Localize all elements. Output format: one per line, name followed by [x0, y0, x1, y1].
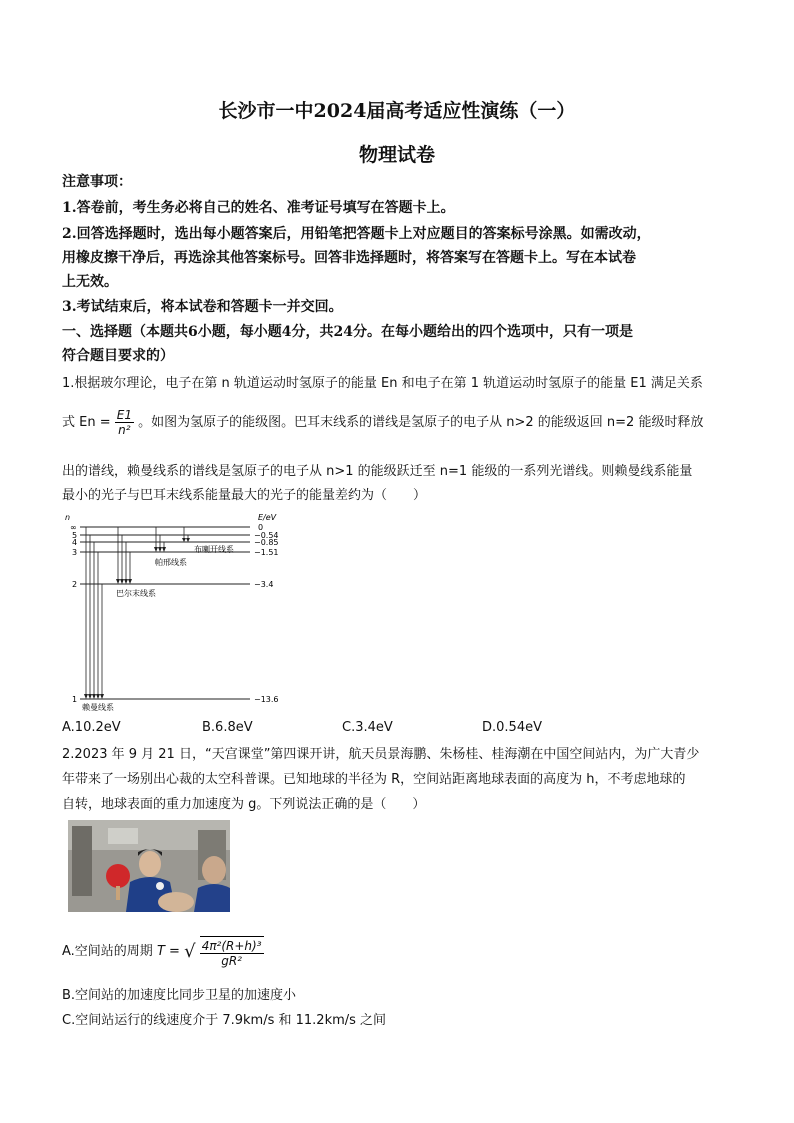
series-label-lyman: 赖曼线系: [82, 703, 114, 712]
brackett-arrowheads: [182, 538, 190, 542]
q1-formula-line: [62, 408, 742, 438]
level-n-labels: [70, 523, 77, 704]
section-heading-cont: 符合题目要求的）: [62, 348, 174, 364]
exam-title: 长沙市一中2024届高考适应性演练（一）: [218, 100, 576, 122]
series-label-paschen: 帕邢线系: [155, 558, 187, 567]
level-e-label: 0: [258, 523, 264, 532]
q1-text: 最小的光子与巴耳末线系能量最大的光子的能量差约为（ ）: [62, 488, 427, 503]
q1-formula-prefix: 式 En =: [62, 415, 111, 430]
option-a-formula: [200, 936, 264, 968]
photo-illustration: [68, 820, 230, 912]
level-e-label: −3.4: [254, 580, 274, 589]
note-line: 1.答卷前，考生务必将自己的姓名、准考证号填写在答题卡上。: [62, 200, 455, 216]
option-a-t: T =: [156, 944, 180, 959]
energy-level-diagram: [60, 510, 290, 715]
balmer-arrowheads: [116, 579, 132, 584]
option-a-den: gR²: [221, 953, 242, 968]
axis-n-label: n: [65, 513, 71, 522]
q1-text-cont: 。如图为氢原子的能级图。巴耳末线系的谱线是氢原子的电子从 n>2 的能级返回 n=2 能级时释放: [138, 415, 704, 430]
level-e-label: −0.54: [254, 531, 279, 540]
q2-text: 自转，地球表面的重力加速度为 g。下列说法正确的是（ ）: [62, 797, 426, 812]
note-line: 3.考试结束后，将本试卷和答题卡一并交回。: [62, 299, 343, 315]
notes-heading: 注意事项：: [62, 174, 132, 190]
option-a-prefix: A.空间站的周期: [62, 944, 153, 959]
level-n-label: 5: [72, 531, 78, 540]
note-line: 用橡皮擦干净后，再选涂其他答案标号。回答非选择题时，将答案写在答题卡上。写在本试卷: [62, 250, 636, 266]
q1-text: 1.根据玻尔理论，电子在第 n 轨道运动时氢原子的能量 En 和电子在第 1 轨道运动时氢原子的能量 E1 满足关系: [62, 376, 703, 391]
lyman-arrowheads: [84, 694, 104, 699]
choice-c: C.3.4eV: [342, 720, 393, 735]
paschen-arrows: [156, 527, 164, 549]
series-label-brackett: 布喇开线系: [194, 545, 234, 554]
level-n-label: 3: [72, 548, 78, 557]
exam-subtitle: 物理试卷: [358, 144, 435, 166]
brackett-arrows: [184, 527, 188, 539]
q1-formula-num: E1: [116, 408, 132, 422]
option-a-num: 4π²(R+h)³: [201, 938, 262, 953]
sqrt-icon: √: [184, 940, 196, 962]
q1-formula-den: n²: [118, 423, 131, 437]
section-heading: 一、选择题（本题共6小题，每小题4分，共24分。在每小题给出的四个选项中，只有一项是: [62, 324, 633, 340]
note-line: 2.回答选择题时，选出每小题答案后，用铅笔把答题卡上对应题目的答案标号涂黑。如需改动，: [62, 226, 651, 242]
level-e-label: −13.6: [254, 695, 279, 704]
note-line: 上无效。: [62, 274, 118, 290]
choice-a: A.10.2eV: [62, 720, 121, 735]
q2-option-c: C.空间站运行的线速度介于 7.9km/s 和 11.2km/s 之间: [62, 1013, 387, 1028]
level-n-label: 1: [72, 695, 78, 704]
level-n-label: 4: [72, 538, 78, 547]
level-e-labels: [254, 523, 279, 704]
choice-b: B.6.8eV: [202, 720, 253, 735]
series-label-balmer: 巴尔末线系: [116, 589, 156, 598]
q2-option-a: [62, 930, 742, 976]
paschen-arrowheads: [154, 547, 166, 552]
series-labels: [82, 544, 234, 712]
level-n-label: 2: [72, 580, 78, 589]
choice-d: D.0.54eV: [482, 720, 542, 735]
level-n-label: ∞: [70, 523, 77, 532]
axis-e-label: E/eV: [258, 513, 277, 522]
q2-text: 年带来了一场别出心裁的太空科普课。已知地球的半径为 R，空间站距离地球表面的高度为 h，不考虑地球的: [62, 772, 686, 787]
q2-option-b: B.空间站的加速度比同步卫星的加速度小: [62, 988, 297, 1003]
q1-formula: [115, 408, 134, 437]
q1-text: 出的谱线，赖曼线系的谱线是氢原子的电子从 n>1 的能级跃迁至 n=1 能级的一系列光谱线。则赖曼线系能量: [62, 464, 693, 479]
space-station-photo: [68, 820, 230, 912]
q2-text: 2.2023 年 9 月 21 日，“天宫课堂”第四课开讲，航天员景海鹏、朱杨桂、桂海潮在中国空间站内，为广大青少: [62, 747, 700, 762]
level-e-label: −0.85: [254, 538, 279, 547]
level-e-label: −1.51: [254, 548, 279, 557]
